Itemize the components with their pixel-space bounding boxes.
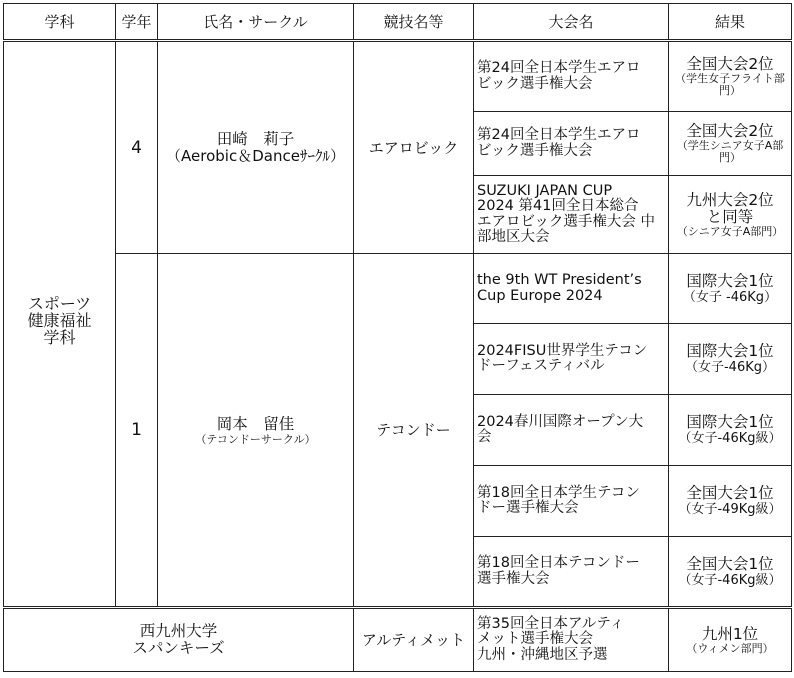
- event-cell: テコンドー: [354, 254, 474, 608]
- header-row: [4, 4, 792, 41]
- result-main: 九州大会2位: [686, 190, 774, 209]
- tournament-line: 第18回全日本テコンドー: [477, 555, 640, 571]
- tournament-line: ビック選手権大会: [477, 75, 593, 92]
- tournament-cell: [474, 41, 669, 112]
- tournament-cell: [474, 112, 669, 176]
- tournament-line: 第35回全日本アルティ: [477, 615, 625, 632]
- team-event-cell: アルティメット: [354, 608, 474, 672]
- department-line: スポーツ: [27, 293, 92, 313]
- name-cell: [158, 254, 354, 608]
- tournament-line: 2024春川国際オープン大: [477, 413, 644, 430]
- circle-name: （テコンドーサークル）: [195, 432, 316, 446]
- team-name-line: スパンキーズ: [132, 639, 225, 657]
- result-cell: [669, 41, 792, 112]
- result-main: 全国大会1位: [686, 554, 774, 573]
- tournament-line: エアロビック選手権大会 中: [477, 213, 656, 230]
- result-cell: [669, 324, 792, 395]
- result-main: 全国大会2位: [686, 55, 774, 73]
- result-detail: （学生女子フライト部門）: [675, 72, 785, 97]
- tournament-cell: [474, 537, 669, 608]
- department-line: 健康福祉: [27, 310, 92, 330]
- tournament-line: 2024 第41回全日本総合: [477, 198, 639, 214]
- table-row: [4, 41, 792, 112]
- department-line: 学科: [43, 327, 76, 347]
- tournament-line: ドー選手権大会: [477, 500, 579, 516]
- result-cell: [669, 466, 792, 537]
- result-cell: [669, 537, 792, 608]
- result-cell: [669, 112, 792, 176]
- result-main: と同等: [706, 207, 754, 226]
- header-event: 競技名等: [354, 4, 474, 41]
- team-tournament-cell: [474, 608, 669, 672]
- team-name-line: 西九州大学: [139, 622, 218, 640]
- tournament-cell: [474, 176, 669, 254]
- tournament-cell: [474, 395, 669, 466]
- year-cell: 1: [116, 254, 158, 608]
- header-year: 学年: [116, 4, 158, 41]
- result-detail: （学生シニア女子A部門）: [676, 139, 784, 164]
- header-result: 結果: [669, 4, 792, 41]
- result-detail: （女子 -46Kg）: [682, 289, 778, 305]
- name-cell: [158, 41, 354, 254]
- table-row: [4, 254, 792, 324]
- tournament-line: the 9th WT President’s: [477, 272, 642, 288]
- tournament-line: Cup Europe 2024: [477, 287, 603, 304]
- team-name-cell: [4, 608, 354, 672]
- tournament-line: ドーフェスティバル: [477, 358, 605, 374]
- tournament-line: 2024FISU世界学生テコン: [477, 342, 648, 359]
- team-result-cell: [669, 608, 792, 672]
- student-name: 田崎 莉子: [216, 130, 295, 148]
- result-cell: [669, 254, 792, 324]
- header-tournament: 大会名: [474, 4, 669, 41]
- tournament-cell: [474, 254, 669, 324]
- department-cell: [4, 41, 116, 608]
- header-name: 氏名・サークル: [158, 4, 354, 41]
- result-main: 国際大会1位: [686, 342, 774, 360]
- result-detail: （女子-46Kg級）: [678, 572, 782, 588]
- tournament-line: ビック選手権大会: [477, 142, 593, 159]
- team-row: [4, 608, 792, 672]
- result-cell: [669, 395, 792, 466]
- result-detail: （女子-46Kg級）: [678, 431, 782, 446]
- result-main: 全国大会2位: [686, 122, 774, 140]
- tournament-line: SUZUKI JAPAN CUP: [477, 182, 613, 199]
- result-main: 国際大会1位: [686, 413, 774, 431]
- tournament-cell: [474, 466, 669, 537]
- tournament-line: 九州・沖縄地区予選: [477, 646, 608, 663]
- result-main: 全国大会1位: [686, 484, 774, 502]
- awards-table: [3, 3, 792, 672]
- result-main: 九州1位: [701, 624, 759, 643]
- result-main: 国際大会1位: [686, 271, 774, 290]
- tournament-line: 第24回全日本学生エアロ: [477, 60, 641, 76]
- circle-name: （Aerobic＆Danceｻｰｸﾙ）: [166, 147, 345, 165]
- header-department: 学科: [4, 4, 116, 41]
- result-cell: [669, 176, 792, 254]
- student-name: 岡本 留佳: [216, 414, 295, 433]
- tournament-line: 第18回全日本学生テコン: [477, 484, 640, 501]
- tournament-line: 第24回全日本学生エアロ: [477, 127, 641, 143]
- tournament-line: メット選手権大会: [477, 631, 593, 648]
- result-detail: （女子-49Kg級）: [678, 502, 782, 517]
- event-cell: エアロビック: [354, 41, 474, 254]
- tournament-line: 会: [477, 429, 492, 445]
- tournament-line: 選手権大会: [477, 570, 550, 587]
- result-detail: （ウィメン部門）: [686, 641, 774, 655]
- year-cell: 4: [116, 41, 158, 254]
- tournament-line: 部地区大会: [477, 229, 550, 245]
- result-detail: （シニア女子A部門）: [676, 224, 784, 238]
- result-detail: （女子-46Kg）: [684, 360, 775, 375]
- tournament-cell: [474, 324, 669, 395]
